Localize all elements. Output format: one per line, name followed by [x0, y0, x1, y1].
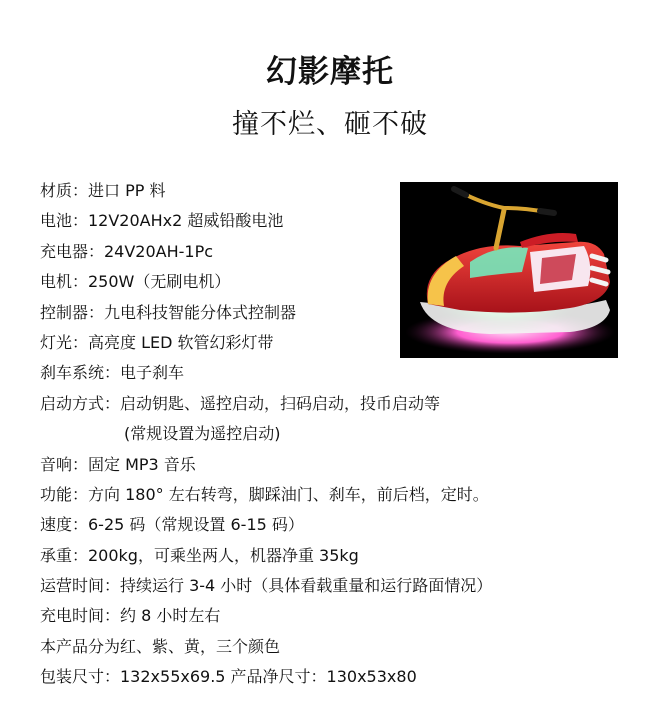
- spec-lights: 灯光：高亮度 LED 软管幻彩灯带: [40, 332, 274, 352]
- spec-start-default: (常规设置为遥控启动): [124, 424, 281, 444]
- spec-material: 材质：进口 PP 料: [40, 181, 166, 200]
- product-photo: [400, 182, 618, 358]
- spec-function: 功能：方向 180° 左右转弯，脚踩油门、刹车，前后档，定时。: [40, 484, 489, 504]
- spec-controller: 控制器：九电科技智能分体式控制器: [40, 302, 297, 322]
- scooter-side-graphic: [540, 254, 576, 284]
- page-title: 幻影摩托: [266, 54, 394, 90]
- spec-motor: 电机：250W（无刷电机）: [40, 272, 231, 292]
- spec-battery: 电池：12V20AHx2 超威铅酸电池: [40, 211, 284, 231]
- spec-start-method: 启动方式：启动钥匙、遥控启动，扫码启动，投币启动等: [40, 393, 441, 413]
- spec-dimensions: 包装尺寸：132x55x69.5 产品净尺寸：130x53x80: [40, 667, 417, 687]
- spec-colors: 本产品分为红、紫、黄，三个颜色: [40, 636, 281, 656]
- spec-runtime: 运营时间：持续运行 3-4 小时（具体看载重量和运行路面情况）: [40, 576, 493, 596]
- spec-load: 承重：200kg，可乘坐两人，机器净重 35kg: [40, 545, 359, 565]
- spec-audio: 音响：固定 MP3 音乐: [40, 454, 196, 474]
- spec-speed: 速度：6-25 码（常规设置 6-15 码）: [40, 515, 304, 535]
- spec-charger: 充电器：24V20AH-1Pc: [40, 241, 214, 261]
- page-subtitle: 撞不烂、砸不破: [232, 109, 428, 140]
- spec-charge-time: 充电时间：约 8 小时左右: [40, 606, 221, 626]
- spec-brake: 刹车系统：电子刹车: [40, 363, 185, 383]
